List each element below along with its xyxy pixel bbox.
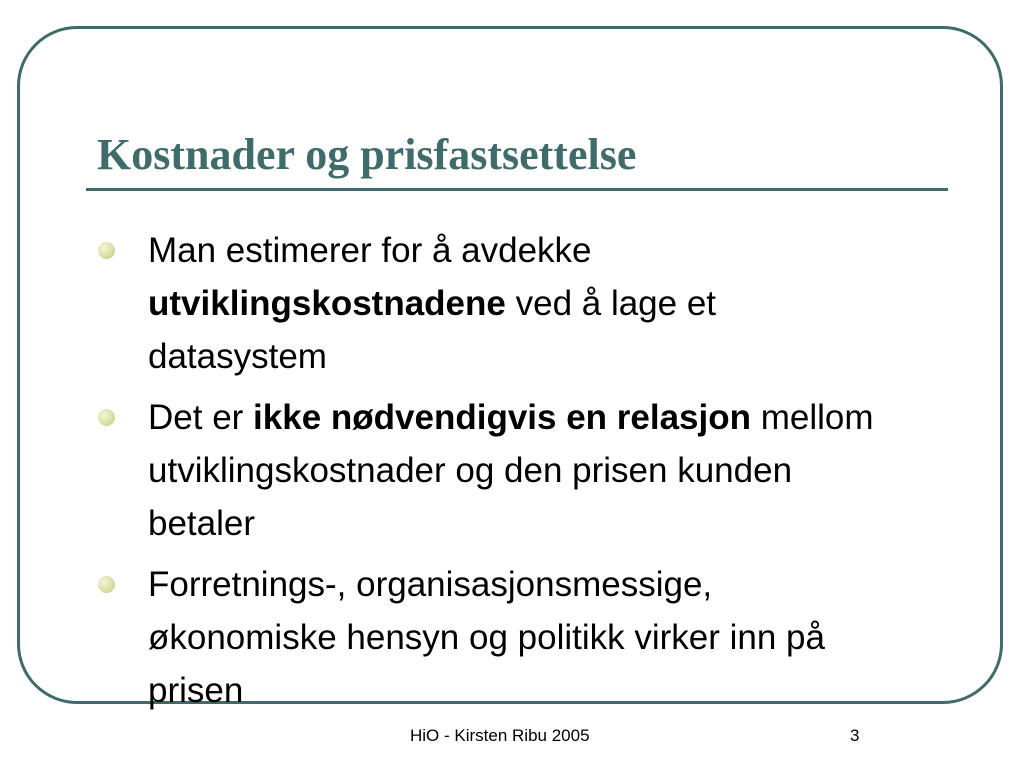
bullet-text-bold: ikke nødvendigvis en relasjon: [253, 398, 751, 437]
bullet-dot-icon: [98, 242, 115, 259]
bullet-text-pre: Forretnings-, organisasjonsmessige, økonomiske hensyn og politikk virker inn på prisen: [148, 565, 825, 710]
bullet-text-pre: Det er: [148, 398, 254, 437]
bullet-item: [97, 391, 897, 550]
bullet-item: [97, 558, 897, 717]
bullet-text-bold: utviklingskostnadene: [148, 284, 506, 323]
slide-title: Kostnader og prisfastsettelse: [97, 130, 637, 179]
bullet-text-post: ved å lage et datasystem: [148, 284, 717, 376]
page-number: 3: [850, 726, 860, 745]
bullet-dot-icon: [98, 576, 115, 593]
bullet-text-pre: Man estimerer for å avdekke: [148, 231, 592, 270]
bullet-list: [97, 224, 897, 725]
bullet-text: [148, 231, 716, 376]
bullet-dot-icon: [98, 409, 115, 426]
footer-author: HiO - Kirsten Ribu 2005: [410, 726, 590, 745]
title-divider: [86, 188, 948, 191]
bullet-text: [148, 565, 825, 710]
bullet-text: [148, 398, 874, 543]
bullet-text-post: mellom utviklingskostnader og den prisen kunden betaler: [148, 398, 874, 543]
bullet-item: [97, 224, 897, 383]
